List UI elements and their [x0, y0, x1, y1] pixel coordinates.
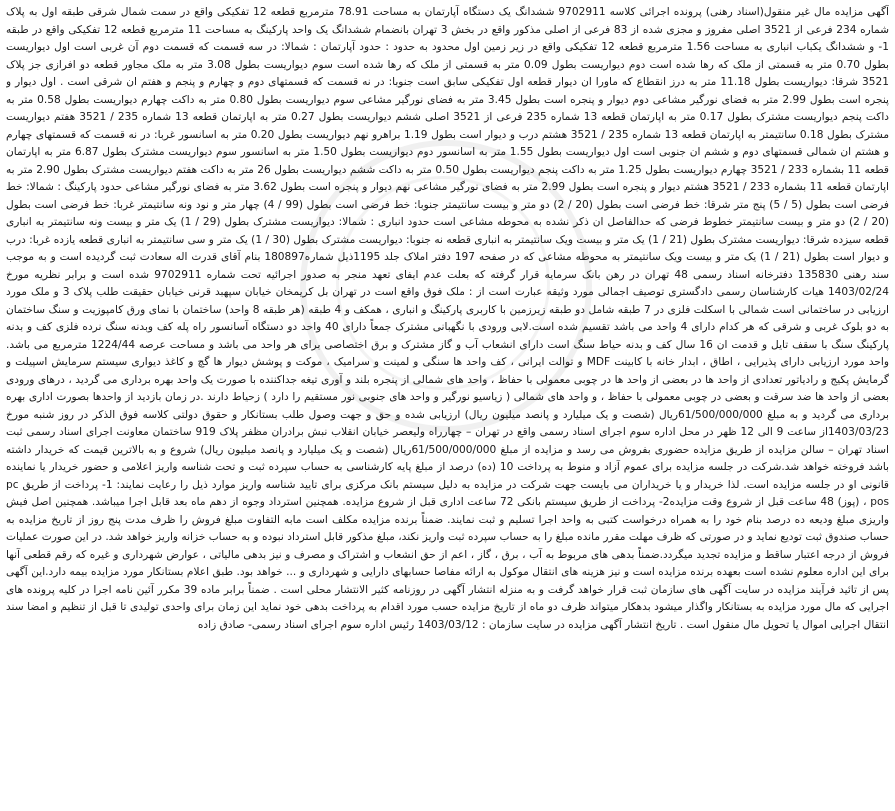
- auction-notice: [6, 4, 889, 807]
- notice-body: آگهی مزایده مال غیر منقول(اسناد رهنی) پرونده اجرائی کلاسه 9702911 ششدانگ یک دستگاه آپارتمان به مساحت 78.91 مترمربع قطعه 12 تفکیکی واقع در سمت شمال شرقی طبقه اول به پلاک شماره 234 فرعی از 3521 اصلی مفروز و مجزی شده از 83 فرعی از اصلی مذکور واقع در بخش 3 تهران بانضمام ششدانگ یک واحد پارکینگ به مساحت 11 مترمربع قطعه 12 تفکیکی واقع در طبقه 1- و ششدانگ یکباب انباری به مساحت 1.56 مترمربع قطعه 12 تفکیکی واقع در زیر زمین اول محدود به حدود : حدود آپارتمان : شمالا: در سه قسمت که قسمت دوم آن غربی است اول دیواریست بطول 0.70 متر به قسمتی از ملک که رها شده است دوم دیواریست بطول 0.09 متر به قسمتی از ملک که رها شده است سوم دیواریست بطول 3.08 متر به ملک مجاور قطعه دو افرازی جز پلاک 3521 شرقا: دیواریست بطول 11.18 متر به درز انقطاع که ماورا ان دیوار قطعه اول تفکیکی سابق است جنوبا: در نه قسمت که قسمتهای دوم و چهارم و پنجم و هفتم ان شرقی است . اول دیوار و پنجره است بطول 2.99 متر به فضای نورگیر مشاعی دوم دیوار و پنجره است بطول 3.45 متر به فضای نورگیر مشاعی سوم دیواریست بطول 0.80 متر به داکت چهارم دیواریست بطول 0.58 متر به داکت پنجم دیواریست مشترک بطول 0.17 متر به اپارتمان قطعه 13 شماره 235 فرعی از 3521 اصلی ششم دیواریست بطول 0.27 متر به اپارتمان قطعه 13 شماره 235 / 3521 هفتم دیواریست مشترک بطول 0.18 سانتیمتر به اپارتمان قطعه 13 شماره 235 / 3521 هشتم درب و دیوار است بطول 1.19 براهرو نهم دیواریست بطول 0.20 متر به اسانسور غربا: در نه قسمت که قسمتهای چهارم و هشتم ان شمالی قسمتهای دوم و ششم ان جنوبی است اول دیواریست بطول 1.55 متر به اسانسور دوم دیواریست بطول 1.50 متر به اسانسور سوم دیواریست مشترک بطول 6.87 متر به اپارتمان قطعه 11 بشماره 233 / 3521 چهارم دیواریست بطول 1.25 متر به داکت پنجم دیواریست بطول 0.50 متر به داکت ششم دیواریست بطول 26 متر به داکت هفتم دیواریست مشترک بطول 2.90 متر به اپارتمان قطعه 11 بشماره 233 / 3521 هشتم دیوار و پنجره است بطول 2.99 متر به فضای نورگیر مشاعی نهم دیوار و پنجره است بطول 3.62 متر به فضای نورگیر مشاعی حدود پارکینگ : شمالا: خط فرضی است بطول (5 / 5) پنج متر شرقا: خط فرضی است بطول (20 / 2) دو متر و بیست سانتیمتر جنوبا: خط فرضی است بطول (99 / 4) چهار متر و نود ونه سانتیمتر غربا: خط فرضی است بطول (20 / 2) دو متر و بیست سانتیمتر خطوط فرضی که حدالفاصل ان ذکر نشده به محوطه مشاعی است حدود انباری : شمالا: دیواریست مشترک بطول (29 / 1) یک متر و بیست ونه سانتیمتر به انباری قطعه سیزده شرقا: دیواریست مشترک بطول (21 / 1) یک متر و بیست ویک سانتیمتر به انباری قطعه نه جنوبا: دیواریست مشترک بطول (30 / 1) یک متر و سی سانتیمتر به انباری قطعه یازده غربا: درب و دیوار است بطول (21 / 1) یک متر و بیست ویک سانتیمتر به محوطه مشاعی که در صفحه 197 دفتر املاک جلد 1195ذیل شماره180897 بنام آقای قدرت اله سعادت ثبت گردیده است و به موجب سند رهنی 135830 دفترخانه اسناد رسمی 48 تهران در رهن بانک سرمایه قرار گرفته که بعلت عدم ایفای تعهد منجر به صدور اجرائیه تحت شماره 9702911 شده است و برابر نظریه مورخ 1403/02/24 هیات کارشناسان رسمی دادگستری توصیف اجمالی مورد وثیقه عبارت است از : ملک فوق واقع است در تهران بل کریمخان خیابان سپهبد قرنی خیابان حقیقت طلب پلاک 3 و ملک مورد ارزیابی در ساختمانی است شمالی با اسکلت فلزی در 7 طبقه شامل دو طبقه زیرزمین با کاربری پارکینگ و انباری ، همکف و 4 طبقه (هر طبقه 8 واحد) ساختمان با نمای ورق کامپوزیت و سنگ ساختمان به دو بلوک غربی و شرقی که هر کدام دارای 4 واحد می باشد تقسیم شده است.لابی ورودی با نگهبانی مشترک جمعاً دارای 40 واحد دو دستگاه آسانسور راه پله کف وبدنه سنگ نرده فلزی کف و بدنه پارکینگ سنگ با سقف تایل و قدمت ان 16 سال کف و بدنه حیاط سنگ است دارای انشعاب آب و گاز مشترک و برق اختصاصی برای هر واحد می باشد و مساحت عرصه 1224/44 مترمربع می باشد. واحد مورد ارزیابی دارای پذیرایی ، اطاق ، ابدار خانه با کابینت MDF و توالت ایرانی ، کف واحد ها سنگی و لمینت و سرامیک ، موکت و پوشش دیوار ها گچ و کاغذ دیواری سیستم سرمایش اسپیلت و گرمایش پکیج و رادیاتور تعدادی از واحد ها در بعضی از واحد ها در چوبی معمولی با حفاظ ، واحد های شمالی از پنجره بلند و آوری تیغه جداکننده با صورت یک واحد بهره برداری می گردید ، درهای ورودی بعضی از واحد ها ضد سرقت و بعضی در چوبی معمولی با حفاظ ، و واحد های شمالی ( زیاسیو نورگیر و واحد های جنوبی نور مستقیم را دارد ) زحیاط دارند .در زمان بازدید از واحدها بصورت اداری بهره برداری می گردید و به مبلغ 61/500/000/000ریال (شصت و یک میلیارد و پانصد میلیون ریال) ارزیابی شده و حق و جهت وصول طلب بستانکار و حقوق دولتی کلاسه فوق الذکر در روز شنبه مورخ 1403/03/23از ساعت 9 الی 12 ظهر در محل اداره سوم اجرای اسناد رسمی واقع در تهران – چهارراه ولیعصر خیابان انقلاب نبش برادران مظفر پلاک 919 ساختمان معاونت اجرای اسناد رسمی ثبت اسناد تهران – سالن مزایده از طریق مزایده حضوری بفروش می رسد و مزایده از مبلغ 61/500/000/000ریال (شصت و یک میلیارد و پانصد میلیون ریال) شروع و به بالاترین قیمت که خریدار داشته باشد فروخته خواهد شد.شرکت در جلسه مزایده برای عموم آزاد و منوط به پرداخت 10 (ده) درصد از مبلغ پایه کارشناسی به حساب سپرده ثبت و تحت شناسه واریز اعلامی و حضور خریدار یا نماینده قانونی او در جلسه مزایده است. لذا خریدار و یا خریداران می بایست جهت شرکت در مزایده به دلیل سیستم بانک مرکزی برای تایید شناسه واریز موارد ذیل را رعایت نمایند: 1- پرداخت از طریق pc pos ، (پوز) 48 ساعت قبل از شروع وقت مزایده2- پرداخت از طریق سیستم بانکی 72 ساعت اداری قبل از شروع مزایده. همچنین استرداد وجوه از دهم ماه بعد قابل اجرا میباشد. همچنین اصل فیش واریزی مبلغ ودیعه ده درصد بنام خود را به همراه درخواست کتبی به واحد اجرا تسلیم و ثبت نمایند. ضمناً برنده مزایده مکلف است مابه التفاوت مبلغ فروش را ظرف مدت پنج روز از تاریخ مزایده به حساب صندوق ثبت تودیع نماید و در صورتی که ظرف مهلت مقرر مانده مبلغ را به حساب سپرده ثبت واریز نکند، مبلغ مذکور قابل استرداد نبوده و به حساب خزانه واریز خواهد شد. در این صورت عملیات فروش از درجه اعتبار ساقط و مزایده تجدید میگردد.ضمناً بدهی های مربوط به آب ، برق ، گاز ، اعم از حق انشعاب و اشتراک و مصرف و نیز بدهی مالیاتی ، عوارض شهرداری و غیره که رقم قطعی آنها برای این اداره معلوم نشده است بعهده برنده مزایده است و نیز هزینه های انتقال موکول به ارائه مفاصا حسابهای دارایی و شهرداری و ... خواهد بود. طبق اعلام بستانکار مورد مزایده بیمه دارد.این آگهی پس از تائید فرآیند مزایده در سایت آگهی های سازمان ثبت قرار خواهد گرفت و به منزله انتشار آگهی در روزنامه کثیر الانتشار محلی است . ضمناً برابر ماده 39 مکرر آئین نامه اجرا در کلیه پرونده های اجرایی که مال مورد مزایده به بستانکار واگذار میشود بدهکار میتواند ظرف دو ماه از تاریخ مزایده حسب مورد اقدام به پرداخت بدهی خود نماید این زمان برای واحدی تولیدی تا قبل از تنظیم و امضا سند انتقال اجرایی اموال یا تحویل مال منقول است .: [6, 6, 889, 631]
- notice-footer: تاریخ انتشار آگهی مزایده در سایت سازمان : 1403/03/12 رئیس اداره سوم اجرای اسناد رسمی- صادق زاده: [197, 618, 677, 631]
